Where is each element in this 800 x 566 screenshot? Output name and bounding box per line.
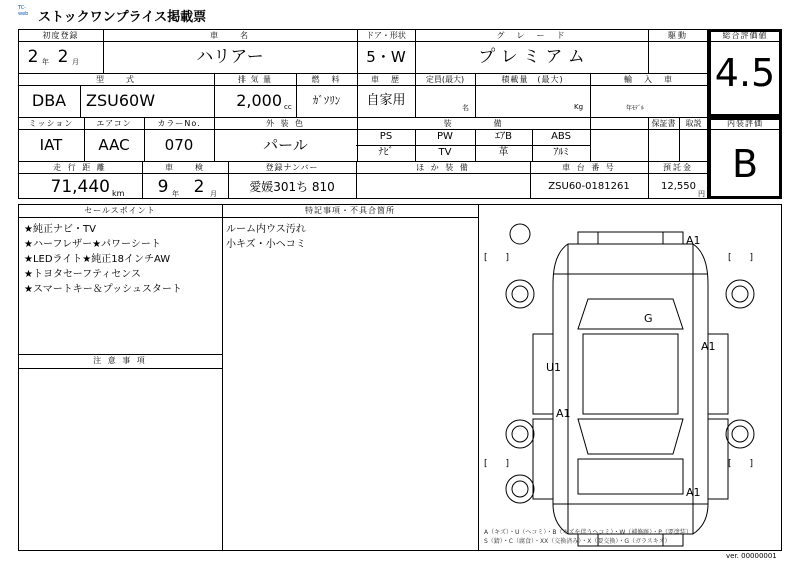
inspection-month: 2 [193, 177, 205, 197]
mileage-label: 走 行 距 離 [53, 163, 107, 172]
sales-point: ★LEDライト★純正18インチAW [24, 254, 171, 265]
sales-points-label: セールスポイント [84, 206, 156, 215]
legend-line: S（錆）・C（腐食）・XX（交換済み）・X（要交換）・G（ガラスキズ） [484, 538, 671, 545]
sales-point: ★トヨタセーフティセンス [24, 269, 141, 280]
special-note: 小キズ・小ヘコミ [226, 239, 306, 250]
version-label: ver. 00000001 [726, 552, 777, 560]
damage-legend [484, 528, 692, 546]
legend-line: A（キズ）・U（ヘコミ）・B（キズを伴うヘコミ）・W（補修跡）・P（要塗装） [484, 529, 692, 536]
history-label: 車 歴 [371, 75, 401, 84]
model-code: ZSU60W [86, 91, 156, 110]
plate-label: 登録ナンバー [265, 163, 319, 172]
recycle-deposit: 12,550 [661, 181, 696, 192]
inspection-label: 車 検 [165, 163, 205, 172]
special-notes-label: 特記事項・不具合箇所 [305, 206, 395, 215]
year-unit: 年 [42, 58, 49, 66]
deposit-label: 預託金 [663, 163, 693, 172]
mileage: 71,440 [50, 177, 110, 197]
notes-label: 注 意 事 項 [93, 356, 147, 365]
other-equipment-label: ほ か 装 備 [416, 163, 470, 172]
drive-label: 駆動 [668, 31, 688, 40]
aircon-label: エアコン [96, 119, 132, 128]
equip-leather: 革 [498, 147, 509, 158]
displacement: 2,000 [236, 91, 282, 110]
car-name-label: 車 名 [210, 31, 250, 40]
special-notes-list [226, 222, 306, 252]
load-label: 積載量 (最大) [501, 75, 564, 84]
inspection-month-unit: 月 [210, 190, 217, 198]
bracket-mark: [ ] [484, 459, 510, 469]
interior-score: B [731, 142, 759, 186]
equip-airbag: ｴｱB [495, 131, 512, 142]
equip-tv: TV [438, 147, 452, 158]
inspection-year-unit: 年 [172, 190, 179, 198]
damage-mark: A1 [686, 486, 701, 499]
manual-label: 取説 [685, 119, 702, 128]
exterior-color-label: 外 装 色 [265, 119, 306, 128]
car-name: ハリアー [196, 47, 264, 67]
chassis-number: ZSU60-0181261 [548, 181, 630, 192]
import-label: 輸 入 車 [624, 75, 674, 84]
fuel: ｶﾞｿﾘﾝ [312, 94, 341, 107]
first-registration-year: 2 [27, 47, 39, 67]
bracket-mark: [ ] [484, 253, 510, 263]
bracket-mark: [ ] [728, 253, 754, 263]
color-number: 070 [164, 136, 194, 154]
door-type: 5・W [366, 48, 406, 66]
inspection-year: 9 [157, 177, 169, 197]
door-type-label: ドア・形状 [366, 31, 406, 40]
mileage-unit: km [112, 189, 125, 198]
color-number-label: カラーNo. [157, 119, 201, 128]
equip-pw: PW [437, 131, 453, 142]
import-year-unit: 年ﾓﾃﾞﾙ [626, 105, 645, 112]
car-damage-diagram [478, 204, 782, 551]
mission-label: ミッション [28, 119, 74, 128]
sales-point: ★ハーフレザー★パワーシート [24, 239, 161, 250]
damage-mark: U1 [546, 361, 562, 374]
capacity-unit: 名 [462, 104, 469, 112]
first-registration-label: 初度登録 [42, 31, 79, 40]
aircon: AAC [98, 136, 130, 154]
grade-label: グ レ ー ド [496, 31, 567, 40]
special-note: ルーム内ウス汚れ [226, 224, 306, 235]
capacity-label: 定員(最大) [425, 75, 465, 84]
deposit-unit: 円 [698, 190, 705, 198]
equipment-label: 装 備 [443, 119, 504, 128]
company-logo: TC-web [18, 5, 29, 17]
sales-points-list [24, 222, 182, 297]
damage-mark: A1 [556, 407, 571, 420]
overall-score: 4.5 [714, 51, 776, 95]
fuel-label: 燃 料 [311, 75, 342, 84]
equip-alloy: ｱﾙﾐ [553, 147, 569, 158]
first-registration-month: 2 [57, 47, 69, 67]
plate-number: 愛媛301ち 810 [249, 180, 335, 194]
model-type-label: 型 式 [96, 75, 136, 84]
grade: プ レ ミ ア ム [478, 47, 585, 67]
interior-label: 内装評価 [727, 119, 763, 128]
page-title: ストックワンプライス掲載票 [38, 10, 207, 25]
mission: IAT [39, 136, 63, 154]
chassis-label: 車 台 番 号 [562, 163, 616, 172]
equip-navi: ﾅﾋﾞ [378, 147, 394, 158]
load-unit: Kg [574, 103, 584, 111]
sales-point: ★純正ナビ・TV [24, 224, 96, 235]
damage-mark: A1 [686, 234, 701, 247]
damage-mark: A1 [701, 340, 716, 353]
bracket-mark: [ ] [728, 459, 754, 469]
exterior-color: パール [263, 136, 308, 154]
equip-abs: ABS [551, 131, 571, 142]
vehicle-history: 自家用 [366, 93, 406, 108]
equip-ps: PS [379, 131, 393, 142]
sales-point: ★スマートキー＆プッシュスタート [24, 284, 182, 295]
displacement-unit: cc [284, 103, 292, 111]
damage-mark: G [644, 312, 653, 325]
displacement-label: 排 気 量 [237, 75, 273, 84]
warranty-label: 保証書 [651, 119, 676, 128]
month-unit: 月 [72, 58, 79, 66]
overall-label: 総合評価値 [722, 31, 768, 40]
model-prefix: DBA [31, 91, 67, 110]
